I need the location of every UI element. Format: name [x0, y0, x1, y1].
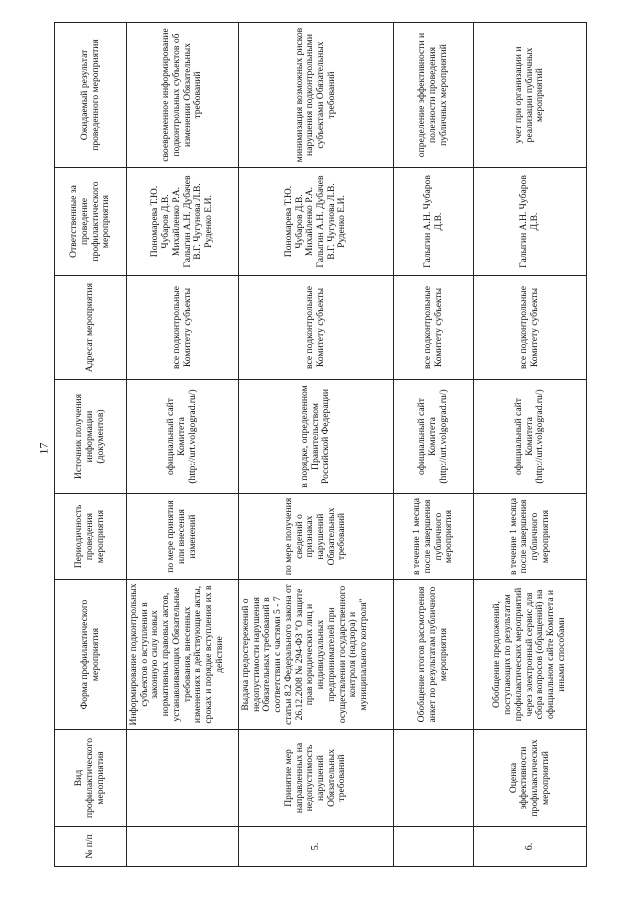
- row-period: по мере принятия или внесения изменений: [127, 494, 239, 580]
- page-number: 17: [36, 442, 51, 455]
- header-addressee: Адресат мероприятия: [55, 276, 127, 380]
- row-responsible: Галыгин А.Н. Чубаров Д.В.: [474, 168, 587, 276]
- row-source: в порядке, определенном Правительством Российской Федерации: [239, 380, 394, 494]
- table-row: [239, 23, 394, 867]
- table-row: [474, 23, 587, 867]
- row-responsible: Пономарева Т.Ю. Чубаров Д.В. Михайленко Р.А. Галыгин А.Н. Дубачев В.Г. Чугунова Л.В. Руденко Е.И.: [127, 168, 239, 276]
- table-row: [394, 23, 474, 867]
- row-type: [127, 730, 239, 827]
- row-result: своевременное информирование подконтрольных субъектов об изменении Обязательных требований: [127, 23, 239, 168]
- row-num: [394, 827, 474, 867]
- row-form: Выдача предостережений о недопустимости нарушения Обязательных требований в соответствии с частями 5 - 7 статьи 8.2 Федерального закона от 26.12.2008 № 294-ФЗ "О защите прав юридических лиц и индивидуальных предпринимателей при осуществлении государственного контроля (надзора) и муниципального контроля": [239, 580, 394, 730]
- row-num: 5.: [239, 827, 394, 867]
- row-period: в течение 1 месяца после завершения публичного мероприятия: [394, 494, 474, 580]
- row-source: официальный сайт Комитета (http://urt.volgograd.ru/): [127, 380, 239, 494]
- row-num: [127, 827, 239, 867]
- row-result: минимизация возможных рисков нарушения подконтрольными субъектами Обязательных требований: [239, 23, 394, 168]
- header-num: № п/п: [55, 827, 127, 867]
- header-type: Вид профилактического мероприятия: [55, 730, 127, 827]
- header-period: Периодичность проведения мероприятия: [55, 494, 127, 580]
- row-addressee: все подконтрольные Комитету субъекты: [394, 276, 474, 380]
- row-period: по мере получения сведений о признаках нарушений Обязательных требований: [239, 494, 394, 580]
- row-responsible: Галыгин А.Н. Чубаров Д.В.: [394, 168, 474, 276]
- row-type: [394, 730, 474, 827]
- row-responsible: Пономарева Т.Ю. Чубаров Д.В. Михайленко Р.А. Галыгин А.Н. Дубачев В.Г. Чугунова Л.В. Руденко Е.И.: [239, 168, 394, 276]
- row-type: Принятие мер направленных на недопустимость нарушений Обязательных требований: [239, 730, 394, 827]
- row-source: официальный сайт Комитета (http://urt.volgograd.ru/): [474, 380, 587, 494]
- header-row: [55, 23, 127, 867]
- table-row: [127, 23, 239, 867]
- header-source: Источник получения информации (документов): [55, 380, 127, 494]
- prevention-measures-table: [54, 22, 587, 867]
- rotated-table-container: [54, 23, 586, 867]
- row-num: 6.: [474, 827, 587, 867]
- row-period: в течение 1 месяца после завершения публичного мероприятия: [474, 494, 587, 580]
- row-form: Обобщение предложений, поступающих по результатам профилактических мероприятий через электронный сервис для сбора вопросов (обращений) на официальном сайте Комитета и иными способами: [474, 580, 587, 730]
- row-result: учет при организации и реализации публичных мероприятий: [474, 23, 587, 168]
- header-result: Ожидаемый результат проведенного мероприятия: [55, 23, 127, 168]
- row-type: Оценка эффективности профилактических мероприятий: [474, 730, 587, 827]
- header-form: Форма профилактического мероприятия: [55, 580, 127, 730]
- row-form: Информирование подконтрольных субъектов о вступлении в законную силу новых нормативных правовых актов, устанавливающих Обязательные требования, внесенных изменениях в действующие акты, сроках и порядке вступления их в действие: [127, 580, 239, 730]
- header-responsible: Ответственные за проведение профилактического мероприятия: [55, 168, 127, 276]
- row-form: Обобщение итогов рассмотрения анкет по результатам публичного мероприятия: [394, 580, 474, 730]
- row-addressee: все подконтрольные Комитету субъекты: [127, 276, 239, 380]
- row-result: определение эффективности и полезности проведения публичных мероприятий: [394, 23, 474, 168]
- row-addressee: все подконтрольные Комитету субъекты: [474, 276, 587, 380]
- row-source: официальный сайт Комитета (http://urt.volgograd.ru/): [394, 380, 474, 494]
- row-addressee: все подконтрольные Комитету субъекты: [239, 276, 394, 380]
